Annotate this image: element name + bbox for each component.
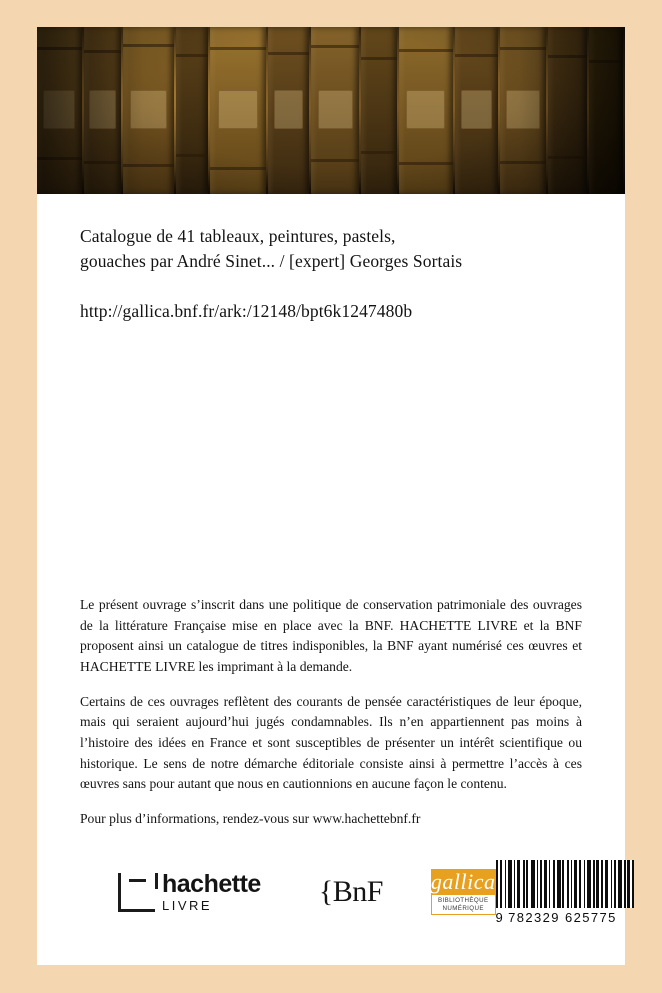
gallica-subtitle (431, 895, 496, 915)
source-url[interactable]: http://gallica.bnf.fr/ark:/12148/bpt6k1247480b (80, 300, 413, 321)
bnf-logo: {BnF (318, 875, 383, 908)
barcode-number: 782329 625775 (508, 909, 617, 925)
hachette-wordmark (162, 872, 261, 912)
cover-text-block (37, 224, 625, 322)
footer-logos (80, 861, 617, 925)
hachette-name: hachette (162, 870, 261, 898)
notice-paragraph-2: Certains de ces ouvrages reflètent des courants de pensée caractéristiques de leur époque, mais qui seraient aujourd’hui jugés condamnables. Ils n’en appartiennent pas moins à l’histoire des idées en France et sont susceptibles de présenter un intérêt scientifique ou historique. Le sens de notre démarche éditoriale consiste ainsi à permettre l’accès à ces œuvres sans pour autant que nous en cautionnions en aucune façon le contenu. (80, 693, 582, 792)
notice-paragraph-1: Le présent ouvrage s’inscrit dans une politique de conservation patrimoniale des ouvrages de la littérature Française mise en place avec la BNF. HACHETTE LIVRE et la BNF proposent ainsi un catalogue de titres indisponibles, la BNF ayant numérisé ces œuvres et HACHETTE LIVRE les imprimant à la demande. (80, 597, 582, 674)
publisher-notice (80, 595, 582, 830)
book-back-cover (37, 27, 625, 965)
hachette-mark-icon (118, 873, 155, 912)
book-title-line-1: Catalogue de 41 tableaux, peintures, pastels, (80, 226, 396, 246)
gallica-subtitle-line-1: BIBLIOTHÈQUE (437, 897, 489, 904)
barcode-digits (496, 910, 634, 925)
gallica-subtitle-line-2: NUMÉRIQUE (442, 905, 484, 912)
barcode-lead-digit: 9 (495, 909, 505, 925)
cover-photograph (37, 27, 625, 194)
isbn-barcode (496, 860, 634, 925)
gallica-logo (431, 869, 496, 915)
hachette-sub: LIVRE (162, 898, 213, 913)
book-title-line-2: gouaches par André Sinet... / [expert] Georges Sortais (80, 251, 463, 272)
book-title (80, 224, 582, 275)
photo-vignette (37, 27, 625, 194)
barcode-bars (496, 860, 634, 908)
notice-paragraph-3: Pour plus d’informations, rendez-vous sur www.hachettebnf.fr (80, 810, 421, 826)
hachette-livre-logo (118, 872, 261, 912)
gallica-name: gallica (430, 869, 496, 894)
